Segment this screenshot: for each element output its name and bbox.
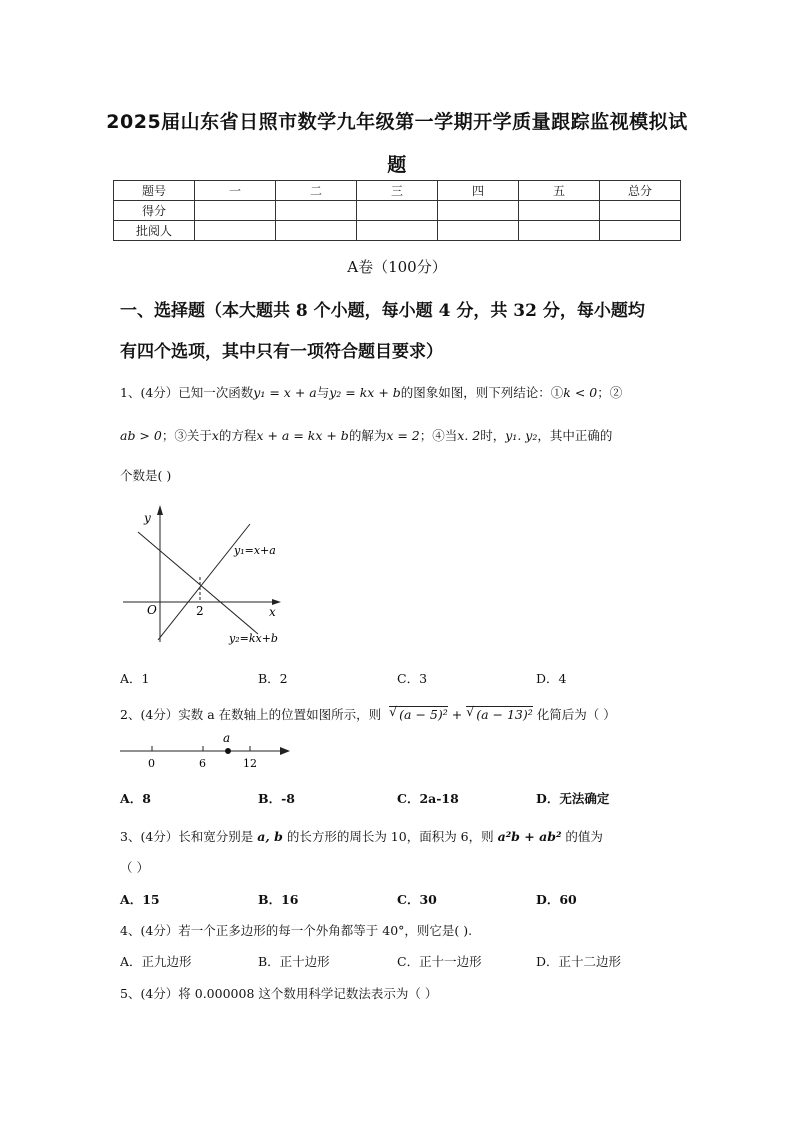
q1-text: 与	[316, 385, 330, 400]
score-table	[113, 180, 681, 241]
q3-line1	[120, 827, 603, 845]
q2-prefix: 2、(4分）实数 a 在数轴上的位置如图所示，则	[120, 707, 382, 722]
q3-prefix: 3、(4分）长和宽分别是	[120, 829, 254, 844]
table-cell: 三	[357, 181, 438, 201]
q2-line1	[120, 705, 616, 723]
q1-eq: x + a = kx + b	[256, 428, 349, 443]
tick-label: 12	[243, 757, 257, 770]
q1-text: 的方程	[218, 428, 257, 443]
score-table-header-row	[114, 181, 681, 201]
point-a	[225, 748, 231, 754]
q2-plus: +	[451, 707, 463, 722]
score-table-row	[114, 201, 681, 221]
q3-expr: a²b + ab²	[497, 829, 562, 844]
q1-c2: ab > 0	[120, 428, 162, 443]
q1-option-a[interactable]: A．1	[120, 671, 150, 686]
table-cell[interactable]	[195, 221, 276, 241]
q3-option-b[interactable]: B．16	[258, 892, 299, 907]
q4-option-d[interactable]: D．正十二边形	[536, 954, 622, 969]
table-cell: 得分	[114, 201, 195, 221]
q1-graph	[118, 502, 298, 652]
q4-text: 4、(4分）若一个正多边形的每一个外角都等于 40°，则它是( ).	[120, 923, 473, 938]
q1-rel: y₁. y₂	[505, 428, 538, 443]
q1-cond: x. 2	[457, 428, 481, 443]
tick-label: 2	[196, 604, 204, 618]
table-cell: 一	[195, 181, 276, 201]
q2-option-b[interactable]: B．-8	[258, 791, 295, 806]
q4-option-c[interactable]: C．正十一边形	[397, 954, 482, 969]
q2-expr1: (a − 5)²	[399, 707, 448, 722]
q1-text: ；②	[597, 385, 623, 400]
q1-text: ，其中正确的	[537, 428, 613, 443]
q1-option-c[interactable]: C．3	[397, 671, 428, 686]
table-cell: 批阅人	[114, 221, 195, 241]
table-cell: 五	[519, 181, 600, 201]
q1-f1: y₁ = x + a	[253, 385, 317, 400]
q1-sol: x = 2	[386, 428, 420, 443]
table-cell[interactable]	[276, 201, 357, 221]
table-cell[interactable]	[438, 201, 519, 221]
q2-option-d[interactable]: D．无法确定	[536, 791, 610, 806]
q1-text: 时，	[480, 428, 506, 443]
q2-suffix: 化简后为（ ）	[536, 707, 616, 722]
table-cell[interactable]	[600, 221, 681, 241]
y-axis-label: y	[144, 511, 151, 525]
q1-text: 的解为	[348, 428, 387, 443]
number-line-arrow	[280, 747, 290, 755]
table-cell: 四	[438, 181, 519, 201]
point-a-label: a	[223, 731, 231, 745]
q2-option-c[interactable]: C．2a-18	[397, 791, 459, 806]
q1-f2: y₂ = kx + b	[329, 385, 401, 400]
table-cell[interactable]	[195, 201, 276, 221]
q1-text: ；④当	[419, 428, 458, 443]
table-cell[interactable]	[519, 201, 600, 221]
score-table-row	[114, 221, 681, 241]
q1-line1	[120, 383, 622, 401]
q3-vars: a, b	[257, 829, 283, 844]
q1-line3: 个数是( )	[120, 468, 172, 483]
x-axis-label: x	[269, 605, 276, 619]
q3-option-d[interactable]: D．60	[536, 892, 577, 907]
table-cell: 题号	[114, 181, 195, 201]
table-cell[interactable]	[357, 201, 438, 221]
table-cell[interactable]	[519, 221, 600, 241]
q1-xv: x	[211, 428, 219, 443]
paper-label: A卷（100分）	[347, 258, 447, 276]
origin-label: O	[147, 603, 157, 617]
q2-expr2: (a − 13)²	[476, 707, 533, 722]
line-y1	[158, 524, 250, 640]
q1-option-d[interactable]: D．4	[536, 671, 567, 686]
line-y1-label: y₁=x+a	[234, 544, 276, 557]
line-y2-label: y₂=kx+b	[229, 632, 278, 645]
q2-sqrt-1: √ (a − 5)²	[389, 704, 448, 722]
q3-line2: （ ）	[120, 860, 149, 875]
tick-label: 6	[199, 757, 206, 770]
table-cell[interactable]	[276, 221, 357, 241]
q2-sqrt-2: √ (a − 13)²	[466, 704, 533, 722]
q2-number-line	[118, 728, 298, 773]
q1-option-b[interactable]: B．2	[258, 671, 288, 686]
q5-text: 5、(4分）将 0.000008 这个数用科学记数法表示为（ ）	[120, 986, 438, 1001]
tick-label: 0	[148, 757, 155, 770]
table-cell: 二	[276, 181, 357, 201]
q3-option-a[interactable]: A．15	[120, 892, 160, 907]
q1-line2	[120, 426, 612, 444]
q4-option-a[interactable]: A．正九边形	[120, 954, 192, 969]
q3-suffix: 的值为	[565, 829, 603, 844]
section-heading-line2: 有四个选项，其中只有一项符合题目要求）	[120, 342, 443, 362]
q3-option-c[interactable]: C．30	[397, 892, 437, 907]
q1-prefix: 1、(4分）已知一次函数	[120, 385, 254, 400]
q2-option-a[interactable]: A．8	[120, 791, 151, 806]
y-axis-arrow	[157, 505, 163, 515]
doc-title-line1: 2025届山东省日照市数学九年级第一学期开学质量跟踪监视模拟试	[106, 111, 688, 133]
table-cell[interactable]	[600, 201, 681, 221]
doc-title-line2: 题	[387, 154, 407, 176]
q3-mid: 的长方形的周长为 10，面积为 6，则	[286, 829, 494, 844]
table-cell[interactable]	[357, 221, 438, 241]
table-cell[interactable]	[438, 221, 519, 241]
q1-text: ；③关于	[161, 428, 212, 443]
section-heading-line1: 一、选择题（本大题共 8 个小题，每小题 4 分，共 32 分，每小题均	[120, 301, 645, 321]
q1-text: 的图象如图，则下列结论：①	[400, 385, 564, 400]
q1-c1: k < 0	[563, 385, 598, 400]
table-cell: 总分	[600, 181, 681, 201]
q4-option-b[interactable]: B．正十边形	[258, 954, 330, 969]
